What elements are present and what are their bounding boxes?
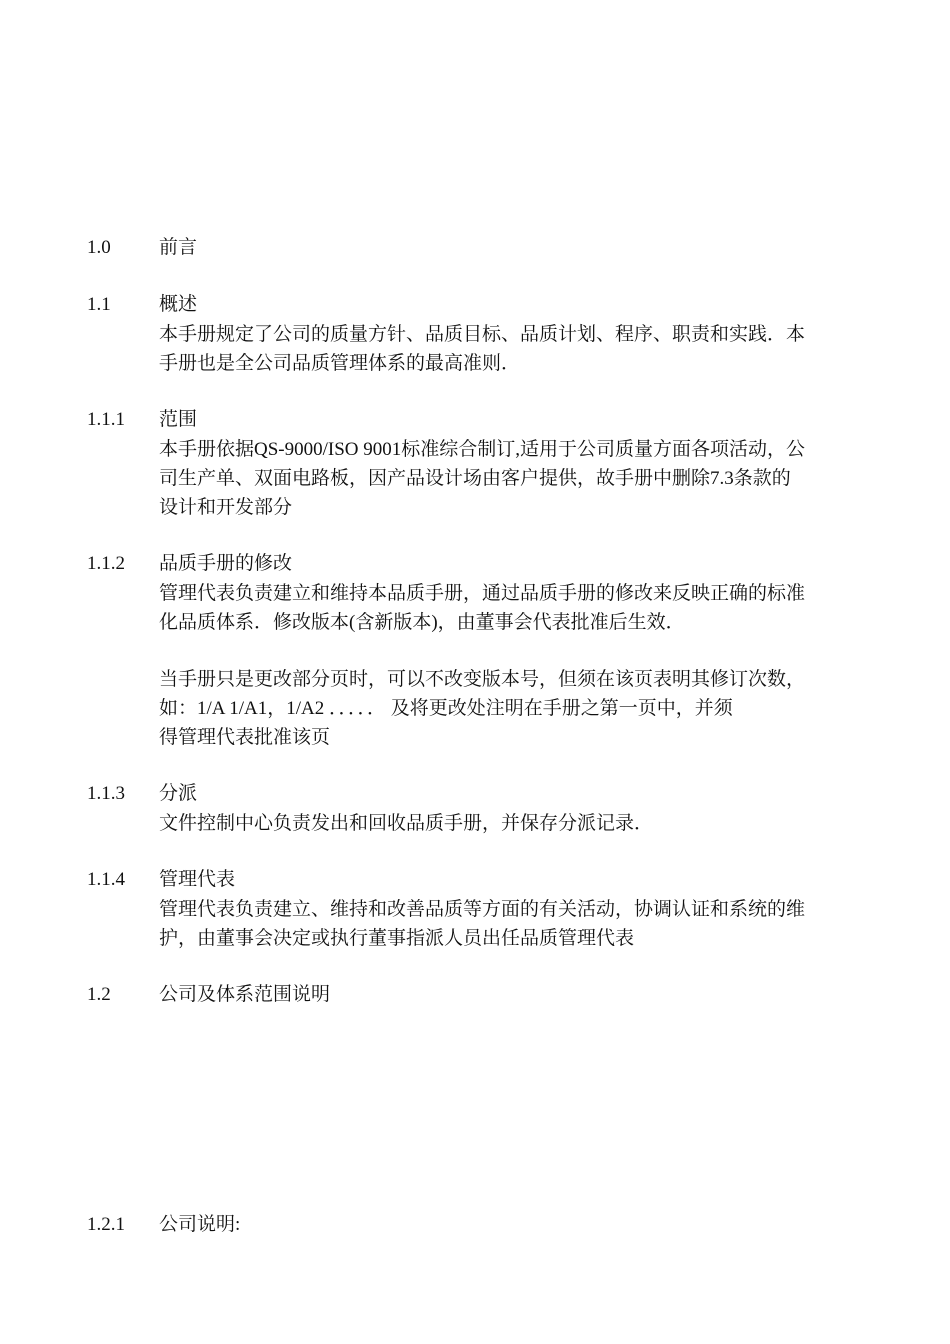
section-heading: 公司说明: [159, 1214, 241, 1235]
body-line: 手册也是全公司品质管理体系的最高准则． [159, 353, 521, 374]
section-heading: 概述 [159, 294, 198, 315]
body-line: 设计和开发部分 [159, 497, 293, 518]
section-number: 1.0 [87, 237, 111, 258]
body-line: 护，由董事会决定或执行董事指派人员出任品质管理代表 [159, 928, 635, 949]
section-number: 1.2.1 [87, 1214, 125, 1235]
body-line: 管理代表负责建立、维持和改善品质等方面的有关活动，协调认证和系统的维 [159, 899, 806, 920]
section-body [159, 435, 869, 522]
body-line: 得管理代表批准该页 [159, 727, 331, 748]
section-number: 1.1.1 [87, 409, 125, 430]
section-heading: 前言 [159, 237, 198, 258]
section-heading: 品质手册的修改 [159, 553, 293, 574]
section-number: 1.1.4 [87, 869, 125, 890]
section-body [159, 895, 869, 953]
section-body [159, 579, 869, 637]
section-heading: 管理代表 [159, 869, 236, 890]
body-line: 当手册只是更改部分页时，可以不改变版本号，但须在该页表明其修订次数， [159, 669, 806, 690]
section-number: 1.1.3 [87, 783, 125, 804]
section-number: 1.1.2 [87, 553, 125, 574]
section-heading: 公司及体系范围说明 [159, 984, 331, 1005]
body-line: 司生产单、双面电路板，因产品设计场由客户提供，故手册中删除7.3条款的 [159, 468, 791, 489]
body-line: 如：1/A 1/A1，1/A2 ．．．．． 及将更改处注明在手册之第一页中，并须 [159, 698, 733, 719]
body-line: 化品质体系．修改版本(含新版本)，由董事会代表批准后生效． [159, 612, 685, 633]
section-body-paragraph-2 [159, 665, 869, 752]
section-number: 1.1 [87, 294, 111, 315]
body-line: 管理代表负责建立和维持本品质手册，通过品质手册的修改来反映正确的标准 [159, 583, 806, 604]
body-line: 本手册依据QS-9000/ISO 9001标准综合制订,适用于公司质量方面各项活动，公 [159, 439, 806, 460]
section-body [159, 809, 869, 838]
section-number: 1.2 [87, 984, 111, 1005]
section-heading: 范围 [159, 409, 198, 430]
body-line: 文件控制中心负责发出和回收品质手册，并保存分派记录． [159, 813, 654, 834]
section-body [159, 320, 869, 378]
body-line: 本手册规定了公司的质量方针、品质目标、品质计划、程序、职责和实践．本 [159, 324, 806, 345]
section-heading: 分派 [159, 783, 198, 804]
